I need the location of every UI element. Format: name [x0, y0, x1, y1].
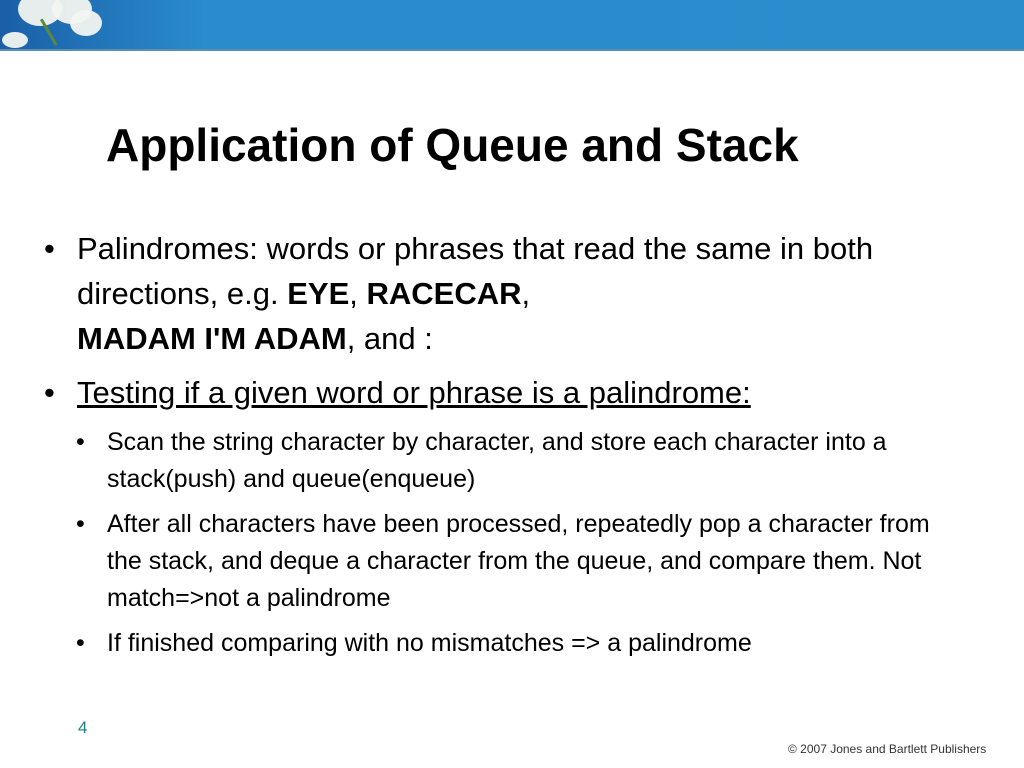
bullet-icon: • [44, 231, 55, 266]
text: After all characters have been processed, repeatedly pop a character from the stack, and deque a character from the queue, and compare them. Not match=>not a palindrome [107, 510, 930, 612]
example-eye: EYE [287, 276, 350, 311]
text: Scan the string character by character, and store each character into a stack(push) and queue(enqueue) [107, 428, 887, 493]
text: Palindromes: words or phrases that read the same in both directions, e.g. [77, 231, 874, 311]
text: , [521, 276, 531, 311]
bullet-testing [44, 370, 944, 415]
bullet-icon: • [76, 629, 85, 657]
sub-bullet-compare [44, 506, 944, 617]
sub-bullet-scan [44, 424, 944, 498]
example-madam: MADAM I'M ADAM [77, 321, 347, 356]
example-racecar: RACECAR [366, 276, 522, 311]
bullet-icon: • [44, 375, 55, 410]
copyright: © 2007 Jones and Bartlett Publishers [788, 742, 987, 756]
slide-content [44, 226, 944, 670]
text: , and : [346, 321, 433, 356]
text: If finished comparing with no mismatches => a palindrome [107, 629, 752, 657]
slide-title: Application of Queue and Stack [106, 119, 799, 171]
bullet-palindromes [44, 226, 944, 361]
header-banner [0, 0, 1024, 51]
testing-heading: Testing if a given word or phrase is a palindrome: [77, 375, 751, 410]
flower-decoration-icon [2, 32, 28, 48]
page-number: 4 [78, 718, 88, 737]
sub-bullet-finished [44, 625, 944, 662]
bullet-icon: • [76, 510, 85, 538]
text: , [349, 276, 367, 311]
flower-decoration-icon [70, 10, 102, 36]
bullet-icon: • [76, 428, 85, 456]
